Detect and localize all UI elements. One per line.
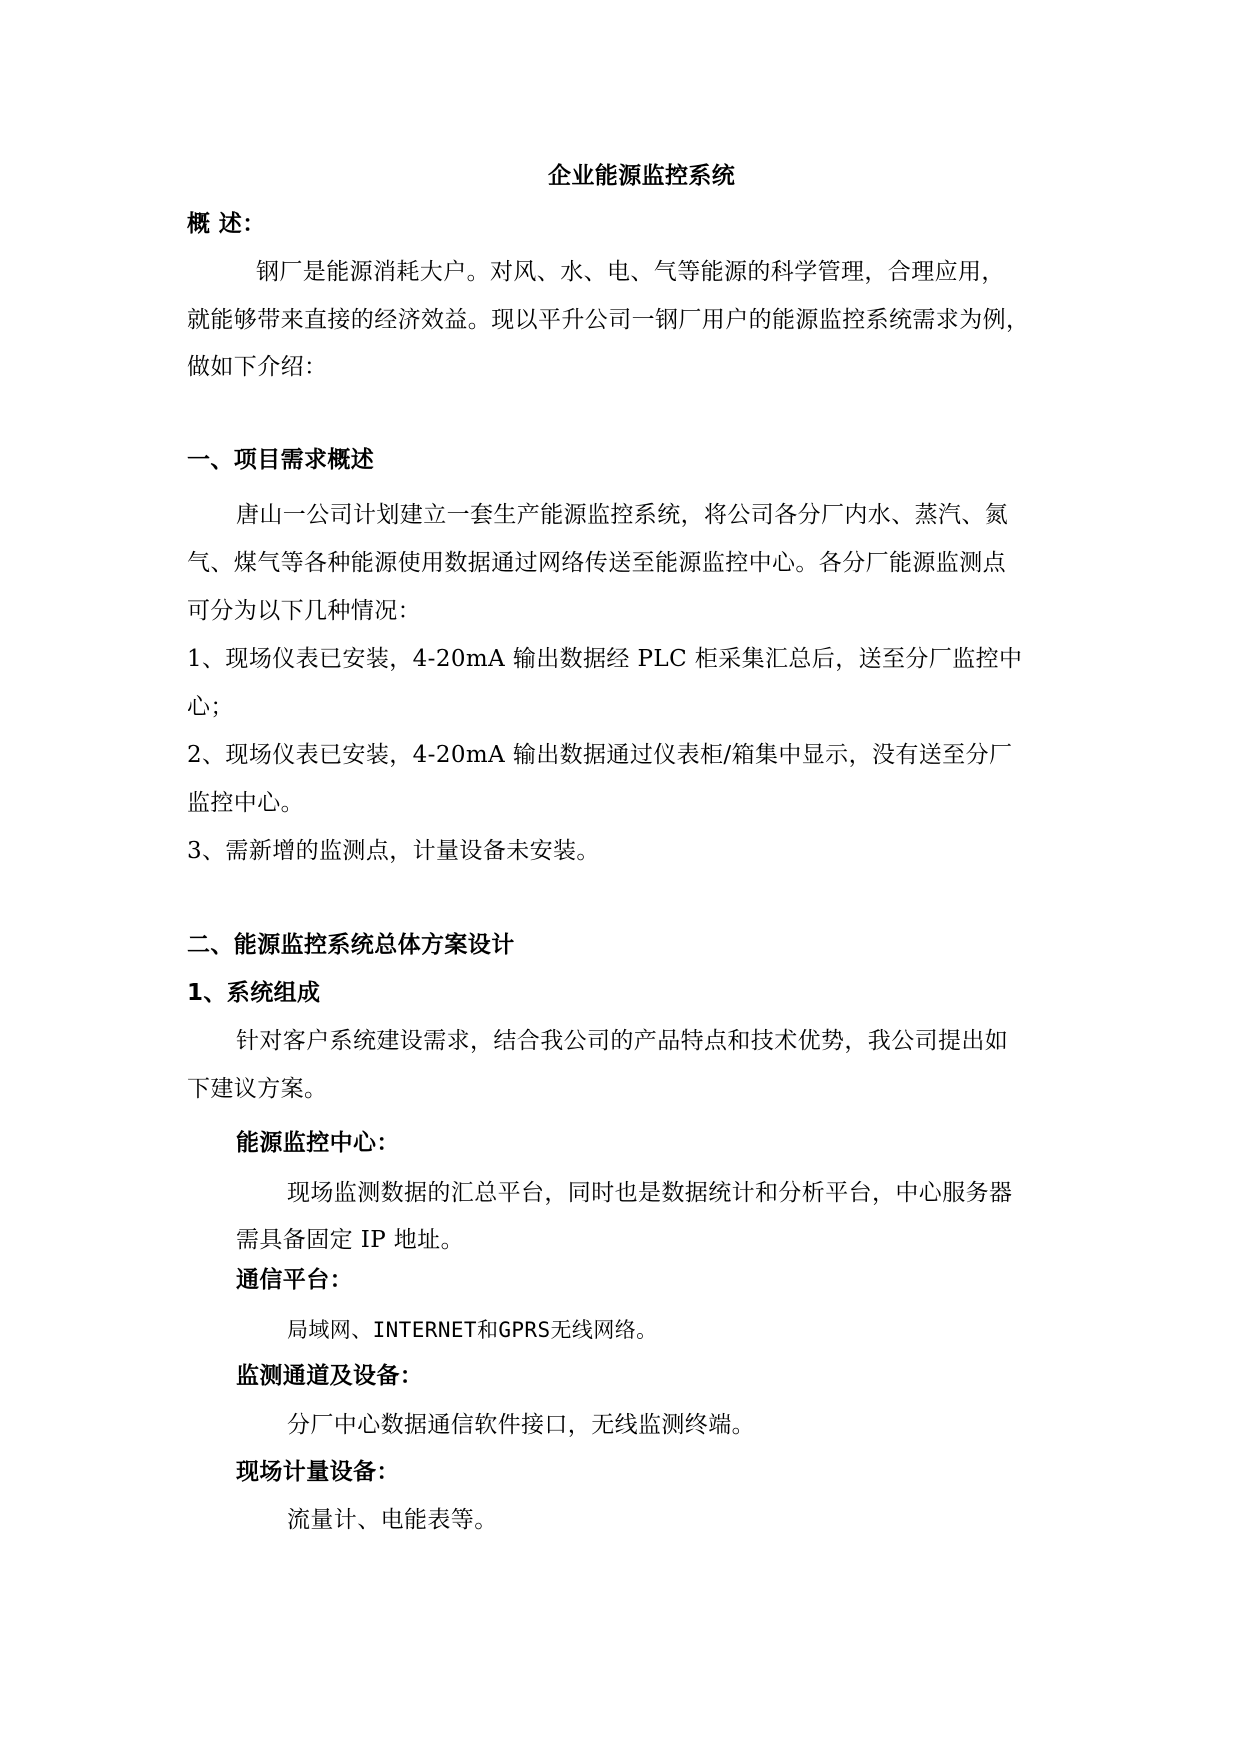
metering-text: 流量计、电能表等。 bbox=[287, 1507, 498, 1533]
section1-heading: 一、项目需求概述 bbox=[187, 447, 375, 473]
channel-label: 监测通道及设备： bbox=[236, 1363, 424, 1389]
section2-heading: 二、能源监控系统总体方案设计 bbox=[187, 932, 515, 958]
document-title: 企业能源监控系统 bbox=[548, 163, 736, 189]
overview-heading: 概 述： bbox=[187, 211, 266, 237]
section1-intro-line: 唐山一公司计划建立一套生产能源监控系统，将公司各分厂内水、蒸汽、氮 bbox=[236, 502, 1009, 528]
section1-item: 3、需新增的监测点，计量设备未安装。 bbox=[187, 838, 600, 864]
channel-text: 分厂中心数据通信软件接口，无线监测终端。 bbox=[287, 1412, 755, 1438]
overview-line: 就能够带来直接的经济效益。现以平升公司一钢厂用户的能源监控系统需求为例， bbox=[187, 307, 1030, 333]
platform-label: 通信平台： bbox=[236, 1267, 353, 1293]
center-label: 能源监控中心： bbox=[236, 1130, 400, 1156]
section1-item: 2、现场仪表已安装，4-20mA 输出数据通过仪表柜/箱集中显示，没有送至分厂 bbox=[187, 742, 1013, 768]
section2-intro-line: 下建议方案。 bbox=[187, 1076, 328, 1102]
section1-item: 心； bbox=[187, 694, 234, 720]
overview-line: 做如下介绍： bbox=[187, 354, 328, 380]
center-line: 需具备固定 IP 地址。 bbox=[236, 1227, 464, 1253]
section1-item: 监控中心。 bbox=[187, 790, 304, 816]
section1-item: 1、现场仪表已安装，4-20mA 输出数据经 PLC 柜采集汇总后，送至分厂监控中 bbox=[187, 646, 1023, 672]
overview-line: 钢厂是能源消耗大户。对风、水、电、气等能源的科学管理，合理应用， bbox=[256, 259, 1005, 285]
platform-text: 局域网、INTERNET和GPRS无线网络。 bbox=[287, 1318, 658, 1342]
section1-intro-line: 气、煤气等各种能源使用数据通过网络传送至能源监控中心。各分厂能源监测点 bbox=[187, 550, 1006, 576]
section1-intro-line: 可分为以下几种情况： bbox=[187, 598, 421, 624]
section2-intro-line: 针对客户系统建设需求，结合我公司的产品特点和技术优势，我公司提出如 bbox=[236, 1028, 1009, 1054]
metering-label: 现场计量设备： bbox=[236, 1459, 400, 1485]
section2-subheading: 1、系统组成 bbox=[187, 980, 321, 1006]
center-line: 现场监测数据的汇总平台，同时也是数据统计和分析平台，中心服务器 bbox=[287, 1180, 1013, 1206]
